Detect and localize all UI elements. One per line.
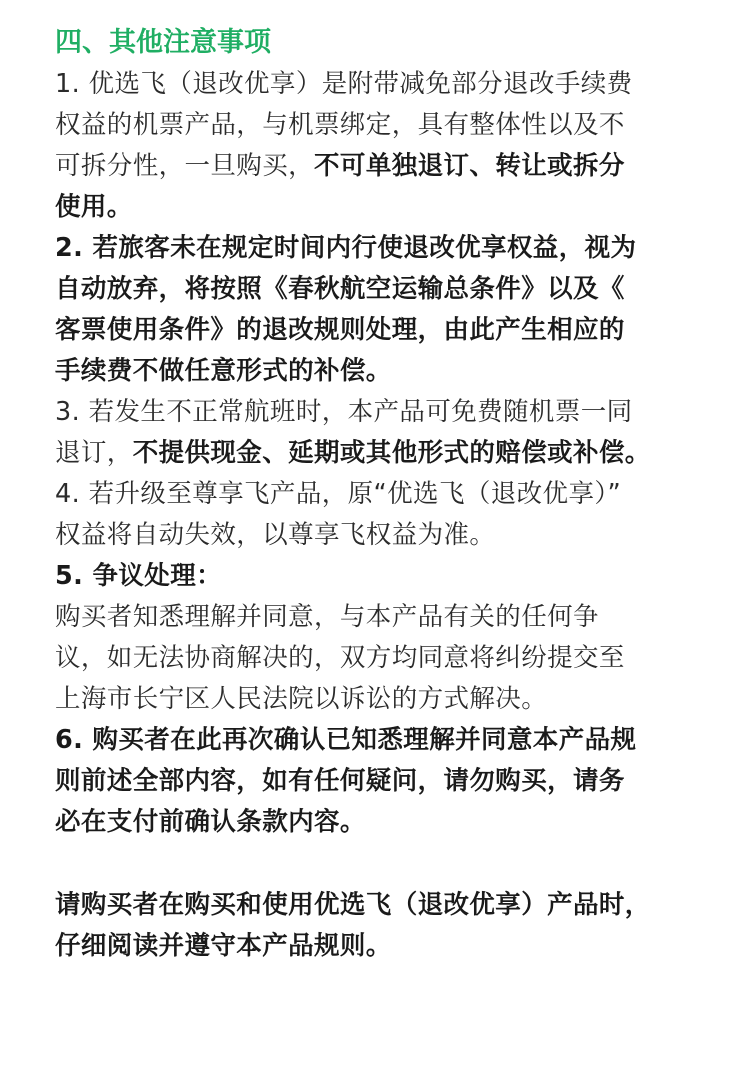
item-5-line-1: 购买者知悉理解并同意，与本产品有关的任何争 <box>55 602 599 632</box>
closing-note <box>55 885 705 967</box>
item-3-line-1: 3. 若发生不正常航班时，本产品可免费随机票一同 <box>55 397 633 427</box>
item-2-line-1: 2. 若旅客未在规定时间内行使退改优享权益，视为 <box>55 233 637 263</box>
rules-document <box>55 22 705 967</box>
paragraph-gap <box>55 843 705 885</box>
item-1-line-3-text: 可拆分性，一旦购买， <box>55 151 315 181</box>
item-2-line-4: 手续费不做任意形式的补偿。 <box>55 356 392 386</box>
item-1-bold-text: 不可单独退订、转让或拆分 <box>314 151 625 181</box>
item-1-line-4: 使用。 <box>55 192 133 222</box>
item-1-line-3 <box>55 146 705 187</box>
item-3-line-2 <box>55 433 705 474</box>
item-2-line-2: 自动放弃，将按照《春秋航空运输总条件》以及《 <box>55 274 625 304</box>
item-5 <box>55 556 705 720</box>
closing-line-2: 仔细阅读并遵守本产品规则。 <box>55 931 392 961</box>
item-5-line-2: 议，如无法协商解决的，双方均同意将纠纷提交至 <box>55 643 625 673</box>
item-3-bold-text: 不提供现金、延期或其他形式的赔偿或补偿。 <box>132 438 651 468</box>
item-2 <box>55 228 705 392</box>
item-3-line-2-text: 退订， <box>55 438 133 468</box>
item-1 <box>55 64 705 228</box>
item-6-line-1: 6. 购买者在此再次确认已知悉理解并同意本产品规 <box>55 725 637 755</box>
item-6 <box>55 720 705 843</box>
item-6-line-3: 必在支付前确认条款内容。 <box>55 807 366 837</box>
section-title: 四、其他注意事项 <box>55 27 271 58</box>
closing-line-1: 请购买者在购买和使用优选飞（退改优享）产品时， <box>55 890 651 920</box>
item-4-line-1: 4. 若升级至尊享飞产品，原“优选飞（退改优享）” <box>55 479 622 509</box>
item-5-line-3: 上海市长宁区人民法院以诉讼的方式解决。 <box>55 684 548 714</box>
item-4 <box>55 474 705 556</box>
item-5-title: 5. 争议处理： <box>55 561 223 591</box>
item-1-line-2: 权益的机票产品，与机票绑定，具有整体性以及不 <box>55 110 625 140</box>
item-3 <box>55 392 705 474</box>
item-4-line-2: 权益将自动失效，以尊享飞权益为准。 <box>55 520 496 550</box>
item-6-line-2: 则前述全部内容，如有任何疑问，请勿购买，请务 <box>55 766 625 796</box>
item-2-line-3: 客票使用条件》的退改规则处理，由此产生相应的 <box>55 315 625 345</box>
item-1-line-1: 1. 优选飞（退改优享）是附带减免部分退改手续费 <box>55 69 633 99</box>
